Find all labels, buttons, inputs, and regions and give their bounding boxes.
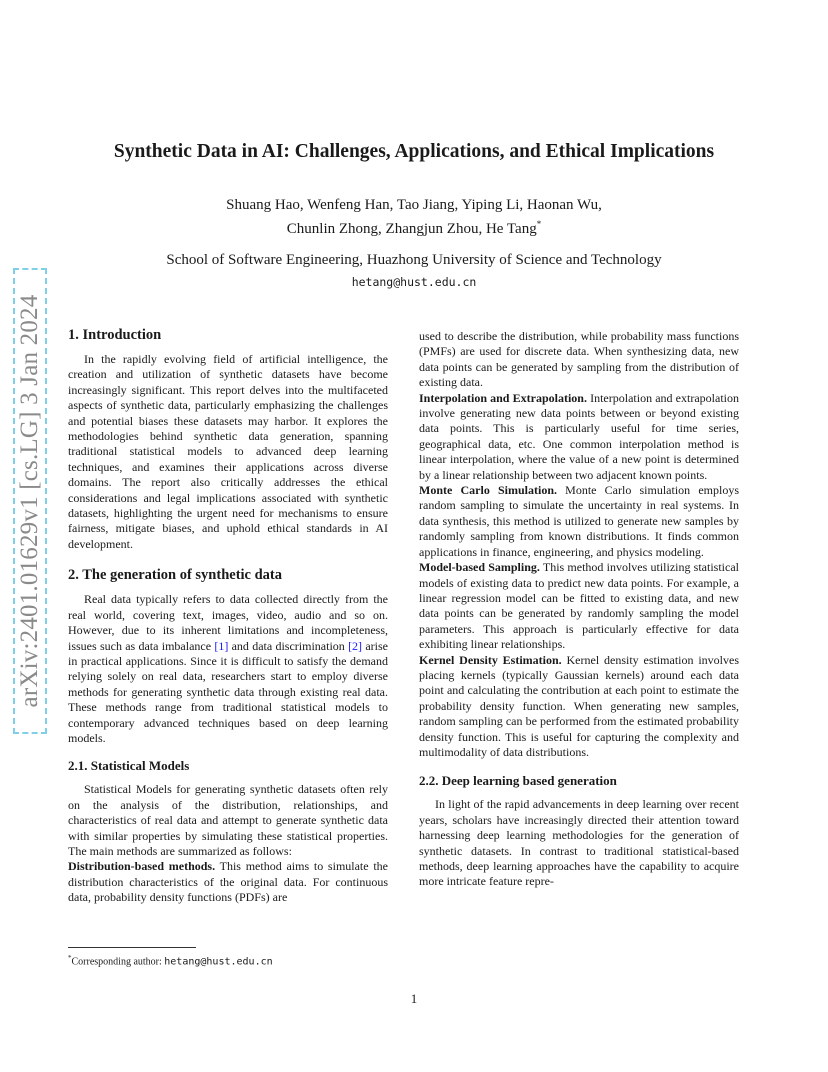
footnote: [68, 952, 388, 968]
footnote-divider: [68, 947, 196, 948]
subsection-heading-deep-learning: 2.2. Deep learning based generation: [419, 773, 617, 789]
interpolation-paragraph: [419, 391, 739, 483]
distribution-based-text-start: This method aims to simulate the distribution characteristics of the original data. For continuous data, probability density functions (PDFs) are: [68, 859, 388, 905]
generation-text-c: arise in practical applications. Since it is difficult to satisfy the demand relying solely on real data, researchers start to employ diverse methods for generating synthetic data through existing real data. These methods range from traditional statistical models to contemporary advanced techniques based on deep learning models.: [68, 638, 388, 745]
introduction-paragraph: In the rapidly evolving field of artificial intelligence, the creation and utilization of synthetic datasets have become increasingly significant. This report delves into the multifaceted aspects of synthetic data, particularly emphasizing the challenges and potential biases these datasets may harbor. It explores the methodologies behind synthetic data generation, spanning traditional statistical models to advanced deep learning techniques, and examines their applications across diverse domains. The report also critically addresses the ethical considerations and legal implications associated with synthetic datasets, highlighting the urgent need for mechanisms to ensure fairness, mitigate biases, and uphold ethical standards in AI development.: [68, 352, 388, 551]
distribution-based-continuation: used to describe the distribution, while probability mass functions (PMFs) are used for discrete data. When synthesizing data, new data points can be generated by sampling from the distribution of existing data.: [419, 329, 739, 390]
arxiv-identifier-stamp: [13, 268, 47, 734]
authors-line-1: Shuang Hao, Wenfeng Han, Tao Jiang, Yiping Li, Haonan Wu,: [226, 197, 602, 213]
corresponding-author-mark: *: [536, 219, 542, 229]
footnote-mark: *: [68, 954, 72, 962]
distribution-based-paragraph: [68, 859, 388, 905]
interpolation-text: Interpolation and extrapolation involve generating new data points between or beyond existing data points. This is particularly useful for time series, geographical data, etc. One common interpolation method is linear interpolation, where the value of a new point is determined by a linear relationship between two adjacent known points.: [419, 390, 739, 482]
paper-title: Synthetic Data in AI: Challenges, Applications, and Ethical Implications: [113, 141, 715, 162]
deep-learning-paragraph: In light of the rapid advancements in deep learning over recent years, scholars have increasingly directed their attention toward harnessing deep learning methodologies for the generation of synthetic datasets. In contrast to traditional statistical-based methods, deep learning approaches have the capability to acquire more intricate feature repre-: [419, 797, 739, 889]
author-list: [60, 196, 768, 239]
model-based-sampling-text: This method involves utilizing statistical models of existing data to predict new data points. For example, a linear regression model can be fitted to existing data, and new data points can be generated by randomly sampling the model parameters. This approach is particularly effective for data exhibiting linear relationships.: [419, 560, 739, 652]
citation-link-1[interactable]: [1]: [214, 638, 229, 653]
generation-text-b: and data discrimination: [228, 638, 349, 653]
left-column: [68, 326, 388, 906]
monte-carlo-text: Monte Carlo simulation employs random sampling to simulate the uncertainty in real systems. In data synthesis, this method is utilized to generate new samples by randomly sampling from known distributions. It finds common applications in finance, engineering, and physics modeling.: [419, 483, 739, 559]
contact-email: hetang@hust.edu.cn: [351, 275, 477, 289]
monte-carlo-paragraph: [419, 483, 739, 560]
interpolation-term: Interpolation and Extrapolation.: [419, 390, 587, 405]
authors-line-2-text: Chunlin Zhong, Zhangjun Zhou, He Tang: [286, 221, 537, 237]
generation-paragraph: [68, 592, 388, 746]
section-heading-generation: 2. The generation of synthetic data: [68, 567, 283, 584]
page-number: 1: [410, 991, 418, 1006]
authors-line-2: [60, 215, 768, 239]
distribution-based-term: Distribution-based methods.: [68, 859, 216, 874]
right-column: [419, 329, 739, 890]
monte-carlo-term: Monte Carlo Simulation.: [419, 483, 557, 498]
arxiv-identifier-text: arXiv:2401.01629v1 [cs.LG] 3 Jan 2024: [16, 294, 43, 708]
kernel-density-paragraph: [419, 653, 739, 761]
model-based-sampling-paragraph: [419, 560, 739, 652]
footnote-label: Corresponding author:: [71, 956, 165, 968]
citation-link-2[interactable]: [2]: [348, 638, 363, 653]
subsection-heading-statistical-models: 2.1. Statistical Models: [68, 758, 190, 774]
affiliation: School of Software Engineering, Huazhong University of Science and Technology: [166, 252, 662, 268]
section-heading-introduction: 1. Introduction: [68, 327, 162, 343]
kernel-density-text: Kernel density estimation involves placing kernels (typically Gaussian kernels) around each data point and calculating the contribution at each point to estimate the probability density function. When generating new samples, random sampling can be performed from the estimated probability density function. This is useful for capturing the complexity and multimodality of data distributions.: [419, 652, 739, 759]
footnote-email: hetang@hust.edu.cn: [164, 956, 273, 968]
generation-text-a: Real data typically refers to data collected directly from the real world, covering text, images, video, audio and so on. However, due to its inherent limitations and incompleteness, issues such as data imbalance: [68, 592, 388, 653]
kernel-density-term: Kernel Density Estimation.: [419, 652, 562, 667]
statistical-models-paragraph: Statistical Models for generating synthetic datasets often rely on the analysis of the distribution, relationships, and characteristics of real data and attempt to generate synthetic data with similar properties by simulating these statistical properties. The main methods are summarized as follows:: [68, 782, 388, 858]
model-based-sampling-term: Model-based Sampling.: [419, 560, 540, 575]
